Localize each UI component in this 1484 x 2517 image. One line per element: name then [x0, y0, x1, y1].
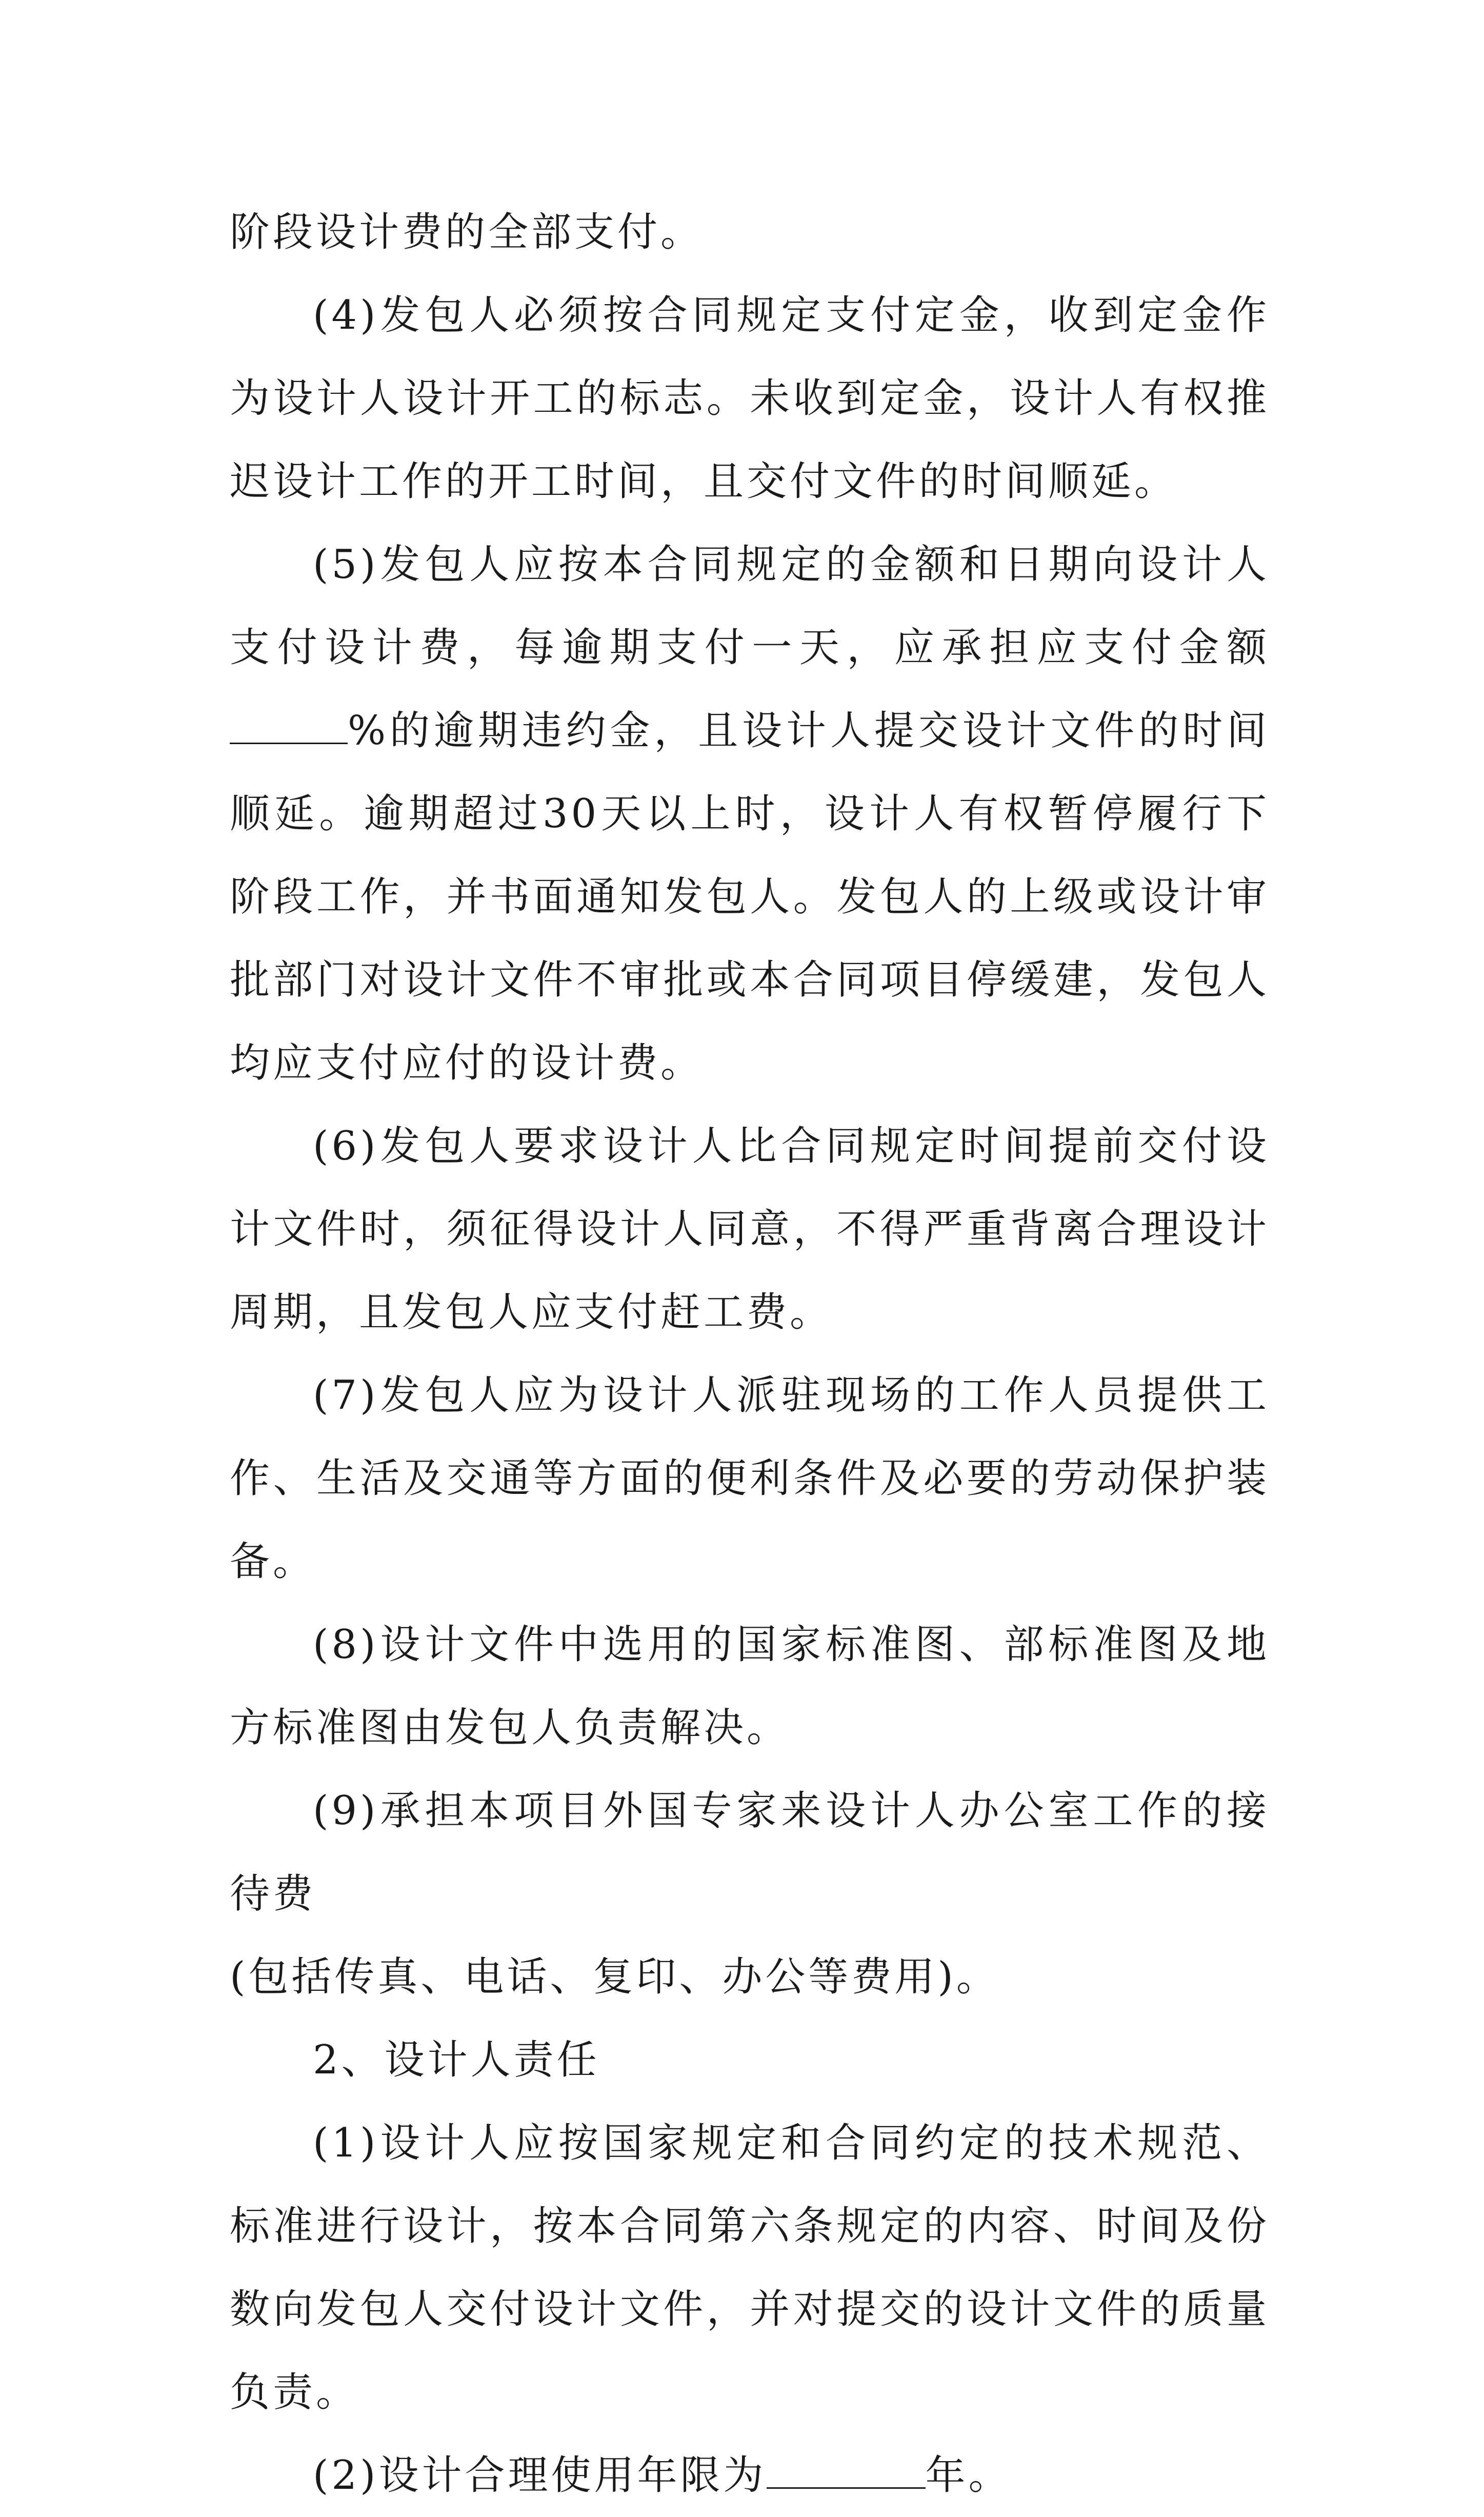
paragraph-clause-8: (8)设计文件中选用的国家标准图、部标准图及地方标准图由发包人负责解决。: [230, 1622, 1270, 1751]
fill-in-blank-years: [767, 2454, 926, 2489]
clause-2-text-after-blank: 年。: [925, 2452, 1012, 2499]
paragraph-clause-4: (4)发包人必须按合同规定支付定金，收到定金作为设计人设计开工的标志。未收到定金，设计人有权推迟设计工作的开工时间，且交付文件的时间顺延。: [230, 292, 1270, 505]
paragraph-design-fee-payment: 阶段设计费的全部支付。: [230, 209, 704, 255]
paragraph-clause-9: (9)承担本项目外国专家来设计人办公室工作的接待费: [230, 1788, 1270, 1917]
paragraph-clause-7: (7)发包人应为设计人派驻现场的工作人员提供工作、生活及交通等方面的便利条件及必要的劳动保护装备。: [230, 1372, 1270, 1585]
document-body: [230, 191, 1270, 2517]
clause-2-text-before-blank: (2)设计合理使用年限为: [313, 2452, 767, 2499]
section-heading-designer-responsibility: 2、设计人责任: [313, 2037, 600, 2083]
paragraph-designer-clause-1: (1)设计人应按国家规定和合同约定的技术规范、标准进行设计，按本合同第六条规定的内容、时间及份数向发包人交付设计文件，并对提交的设计文件的质量负责。: [230, 2120, 1270, 2415]
paragraph-clause-5: [230, 523, 1270, 1105]
paragraph-clause-6: (6)发包人要求设计人比合同规定时间提前交付设计文件时，须征得设计人同意，不得严重背离合理设计周期，且发包人应支付赶工费。: [230, 1123, 1270, 1335]
paragraph-designer-clause-2: [230, 2434, 1270, 2517]
paragraph-clause-9-continued: (包括传真、电话、复印、办公等费用)。: [230, 1954, 999, 2000]
clause-5-text-after-blank: %的逾期违约金，且设计人提交设计文件的时间顺延。逾期超过30天以上时，设计人有权暂停履行下阶段工作，并书面通知发包人。发包人的上级或设计审批部门对设计文件不审批或本合同项目停缓建，发包人均应支付应付的设计费。: [230, 708, 1270, 1086]
clause-5-text-before-blank: (5)发包人应按本合同规定的金额和日期向设计人支付设计费，每逾期支付一天，应承担应支付金额: [230, 542, 1270, 671]
fill-in-blank-percentage: [230, 710, 348, 744]
